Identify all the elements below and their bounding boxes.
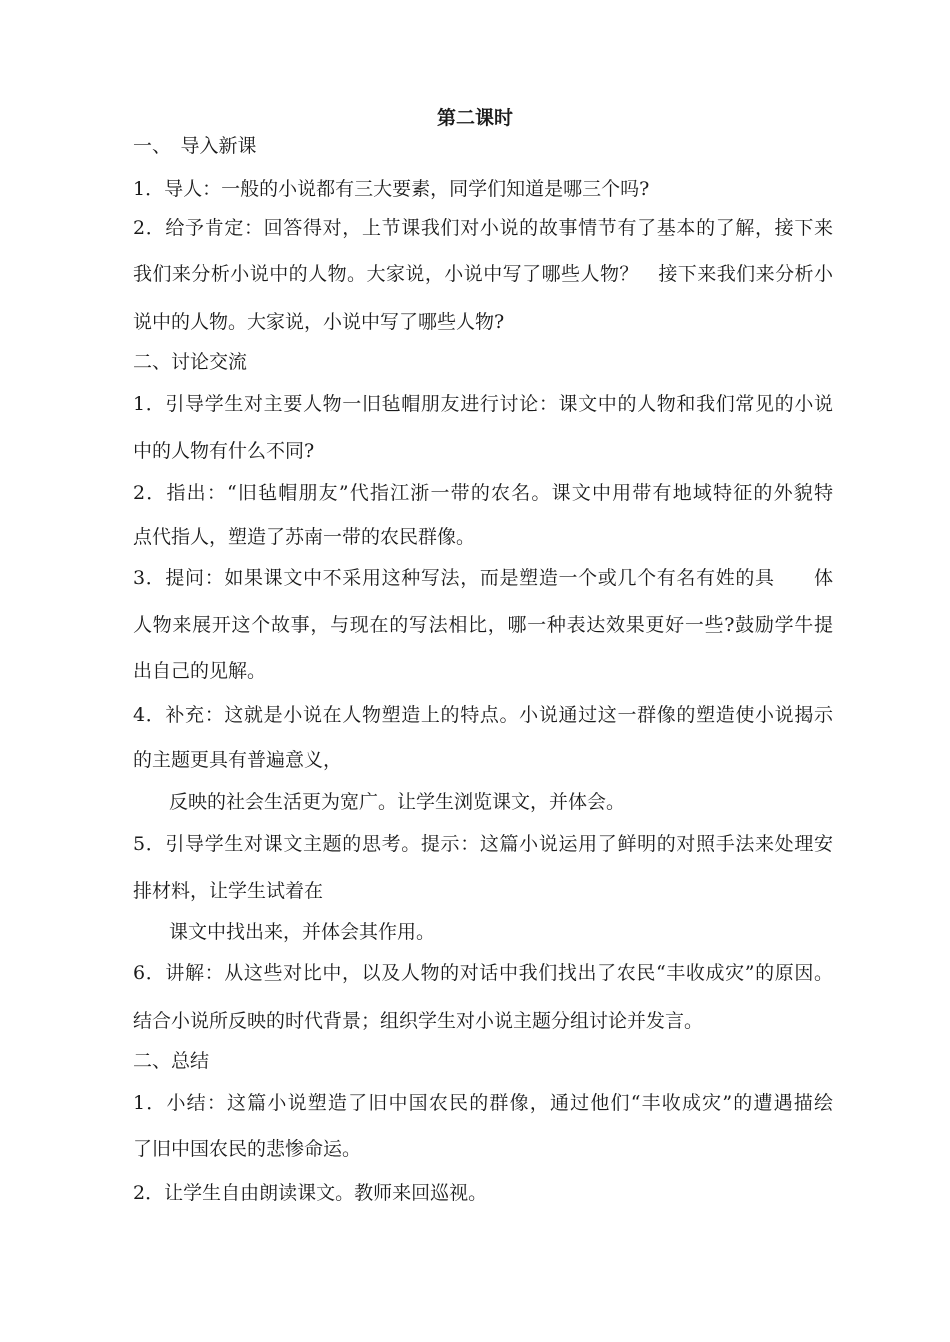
paragraph-line: 说中的人物。大家说，小说中写了哪些人物? — [133, 311, 505, 333]
paragraph-line: 点代指人，塑造了苏南一带的农民群像。 — [133, 526, 476, 548]
paragraph-line: 1．导人：一般的小说都有三大要素，同学们知道是哪三个吗? — [133, 178, 650, 200]
paragraph-line: 的主题更具有普遍意义， — [133, 749, 343, 771]
paragraph-line: 2．给予肯定：回答得对，上节课我们对小说的故事情节有了基本的了解，接下来 — [133, 217, 833, 239]
paragraph-line: 结合小说所反映的时代背景；组织学生对小说主题分组讨论并发言。 — [133, 1010, 704, 1032]
paragraph-line: 5．引导学生对课文主题的思考。提示：这篇小说运用了鲜明的对照手法来处理安 — [133, 833, 833, 855]
paragraph-line: 4．补充：这就是小说在人物塑造上的特点。小说通过这一群像的塑造使小说揭示 — [133, 704, 833, 726]
paragraph-line: 课文中找出来，并体会其作用。 — [169, 921, 436, 943]
paragraph-line: 了旧中国农民的悲惨命运。 — [133, 1138, 362, 1160]
section-heading-discussion: 二、讨论交流 — [133, 351, 248, 373]
paragraph-line: 1．引导学生对主要人物一旧毡帽朋友进行讨论：课文中的人物和我们常见的小说 — [133, 393, 833, 415]
paragraph-line: 2．指出：“旧毡帽朋友”代指江浙一带的农名。课文中用带有地域特征的外貌特 — [133, 482, 833, 504]
paragraph-line: 排材料，让学生试着在 — [133, 880, 324, 902]
paragraph-line: 我们来分析小说中的人物。大家说，小说中写了哪些人物？ 接下来我们来分析小 — [133, 263, 833, 285]
section-heading-summary: 二、总结 — [133, 1050, 210, 1072]
paragraph-line: 6．讲解：从这些对比中，以及人物的对话中我们找出了农民“丰收成灾”的原因。 — [133, 962, 833, 984]
section-heading-intro: 一、 导入新课 — [133, 135, 257, 157]
paragraph-line: 中的人物有什么不同? — [133, 440, 315, 462]
paragraph-line: 2．让学生自由朗读课文。教师来回巡视。 — [133, 1182, 488, 1204]
paragraph-line: 人物来展开这个故事，与现在的写法相比，哪一种表达效果更好一些?鼓励学牛提 — [133, 614, 833, 636]
paragraph-line: 出自己的见解。 — [133, 660, 267, 682]
paragraph-line: 反映的社会生活更为宽广。让学生浏览课文，并体会。 — [169, 791, 626, 813]
page-title: 第二课时 — [436, 107, 513, 129]
paragraph-line: 3．提问：如果课文中不采用这种写法，而是塑造一个或几个有名有姓的具 体 — [133, 567, 833, 589]
paragraph-line: 1．小结：这篇小说塑造了旧中国农民的群像，通过他们“丰收成灾”的遭遇描绘 — [133, 1092, 833, 1114]
